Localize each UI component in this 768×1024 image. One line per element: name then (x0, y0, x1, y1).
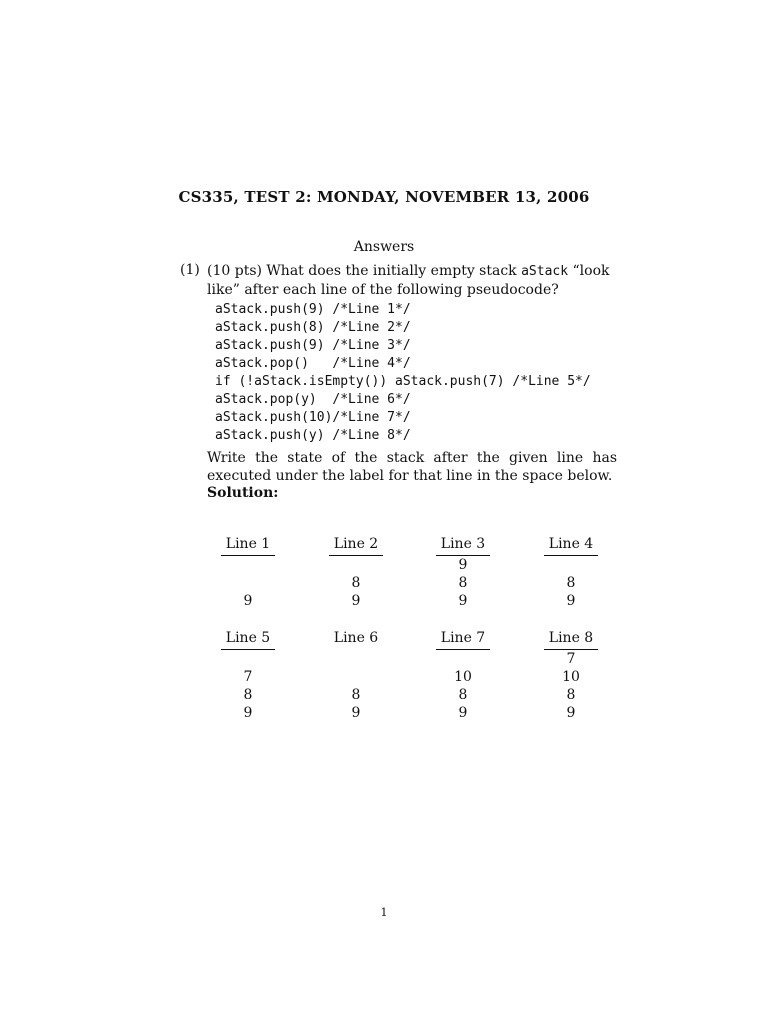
document-title: CS335, TEST 2: MONDAY, NOVEMBER 13, 2006 (178, 188, 590, 206)
stack-label: Line 3 (440, 536, 486, 552)
stack-body (328, 556, 384, 628)
code-line: aStack.push(9) /*Line 3*/ (215, 338, 411, 353)
stack-item: 8 (458, 687, 468, 703)
stack-item: 7 (566, 651, 576, 667)
stack-label: Line 7 (440, 630, 486, 646)
stack-item: 8 (351, 575, 361, 591)
stack-line-4 (543, 535, 599, 628)
stack-line-8 (543, 629, 599, 722)
page-number: 1 (380, 906, 388, 919)
stack-item: 9 (458, 557, 468, 573)
stack-label: Line 2 (333, 536, 379, 552)
stack-body (543, 556, 599, 628)
stack-item: 9 (351, 705, 361, 721)
stack-item: 9 (243, 705, 253, 721)
stack-item: 9 (566, 705, 576, 721)
question-intro-code: aStack (521, 264, 569, 279)
stack-body (220, 556, 276, 628)
stack-line-1 (220, 535, 276, 628)
code-line: aStack.push(y) /*Line 8*/ (215, 428, 411, 443)
question-number: (1) (180, 262, 200, 278)
code-line: aStack.pop(y) /*Line 6*/ (215, 392, 411, 407)
question-intro-part1: (10 pts) What does the initially empty stack (207, 263, 522, 279)
stack-body (435, 556, 491, 628)
stack-item: 8 (566, 575, 576, 591)
code-line: if (!aStack.isEmpty()) aStack.push(7) /*Line 5*/ (215, 374, 591, 389)
stack-label: Line 5 (225, 630, 271, 646)
stack-label: Line 8 (548, 630, 594, 646)
stack-item: 8 (351, 687, 361, 703)
stack-body (328, 650, 384, 722)
stack-item: 9 (458, 705, 468, 721)
stack-item: 10 (454, 669, 472, 685)
question-intro (207, 262, 617, 299)
code-line: aStack.push(10)/*Line 7*/ (215, 410, 411, 425)
stack-body (543, 650, 599, 722)
code-line: aStack.push(8) /*Line 2*/ (215, 320, 411, 335)
stack-item: 8 (458, 575, 468, 591)
stack-line-2 (328, 535, 384, 628)
code-line: aStack.push(9) /*Line 1*/ (215, 302, 411, 317)
stack-item: 7 (243, 669, 253, 685)
stack-item: 8 (243, 687, 253, 703)
stack-line-3 (435, 535, 491, 628)
pseudocode-block (215, 301, 591, 445)
stack-item: 8 (566, 687, 576, 703)
stack-label: Line 6 (333, 630, 379, 646)
stack-item: 9 (243, 593, 253, 609)
stack-line-5 (220, 629, 276, 722)
question-intro-part2: “look like” after each line of the following pseudocode? (207, 263, 610, 298)
stack-body (435, 650, 491, 722)
code-line: aStack.pop() /*Line 4*/ (215, 356, 411, 371)
stack-item: 9 (566, 593, 576, 609)
instruction-text: Write the state of the stack after the given line has executed under the label for that line in the space below. (207, 450, 617, 484)
answers-subtitle: Answers (353, 239, 415, 255)
stack-item: 9 (458, 593, 468, 609)
solution-label: Solution: (207, 485, 279, 501)
stack-body (220, 650, 276, 722)
stack-item: 10 (562, 669, 580, 685)
stack-item: 9 (351, 593, 361, 609)
stack-label: Line 4 (548, 536, 594, 552)
stack-line-7 (435, 629, 491, 722)
stack-line-6 (328, 629, 384, 722)
stack-label: Line 1 (225, 536, 271, 552)
